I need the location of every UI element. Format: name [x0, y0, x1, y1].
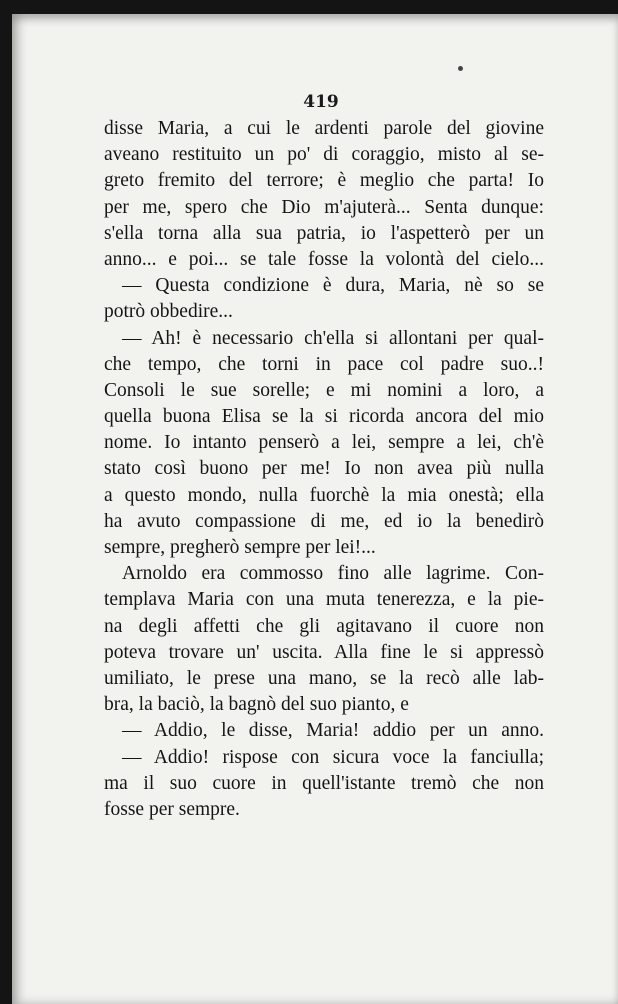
ink-speck [458, 66, 463, 71]
text-line: templava Maria con una muta tenerezza, e la pie- [104, 589, 544, 611]
text-line: na degli affetti che gli agitavano il cuore non [104, 615, 544, 637]
body-text [104, 116, 544, 823]
text-line: Arnoldo era commosso fino alle lagrime. Con- [122, 563, 544, 585]
text-line: poteva trovare un' uscita. Alla fine le si appressò [104, 641, 544, 663]
text-line: potrò obbedire... [104, 301, 233, 323]
text-line: umiliato, le prese una mano, se la recò alle lab- [104, 667, 544, 689]
text-line: greto fremito del terrore; è meglio che parta! Io [104, 170, 544, 192]
text-line: — Questa condizione è dura, Maria, nè so se [122, 275, 544, 297]
text-line: per me, spero che Dio m'ajuterà... Senta dunque: [104, 196, 544, 218]
text-line: che tempo, che torni in pace col padre suo..! [104, 353, 544, 375]
text-line: Consoli le sue sorelle; e mi nomini a loro, a [104, 379, 544, 401]
text-line: ma il suo cuore in quell'istante tremò che non [104, 772, 544, 794]
text-line: — Ah! è necessario ch'ella si allontani per qual- [122, 327, 544, 349]
text-line: disse Maria, a cui le ardenti parole del giovine [104, 118, 544, 139]
text-line: sempre, pregherò sempre per lei!... [104, 537, 376, 558]
text-line: — Addio, le disse, Maria! addio per un anno. [122, 720, 544, 742]
text-line: — Addio! rispose con sicura voce la fanciulla; [122, 746, 544, 768]
text-line: ha avuto compassione di me, ed io la benedirò [104, 510, 544, 532]
text-line: bra, la baciò, la bagnò del suo pianto, e [104, 694, 409, 716]
text-line: fosse per sempre. [104, 798, 240, 820]
text-line: s'ella torna alla sua patria, io l'aspetterò per un [104, 222, 544, 244]
text-line: a questo mondo, nulla fuorchè la mia onestà; ella [104, 484, 544, 506]
page-number: 419 [303, 92, 339, 112]
text-line: anno... e poi... se tale fosse la volontà del cielo... [104, 248, 544, 270]
text-line: quella buona Elisa se la si ricorda ancora del mio [104, 406, 544, 428]
text-line: aveano restituito un po' di coraggio, misto al se- [104, 144, 544, 166]
text-line: stato così buono per me! Io non avea più nulla [104, 458, 544, 480]
text-line: nome. Io intanto penserò a lei, sempre a lei, ch'è [104, 432, 544, 454]
